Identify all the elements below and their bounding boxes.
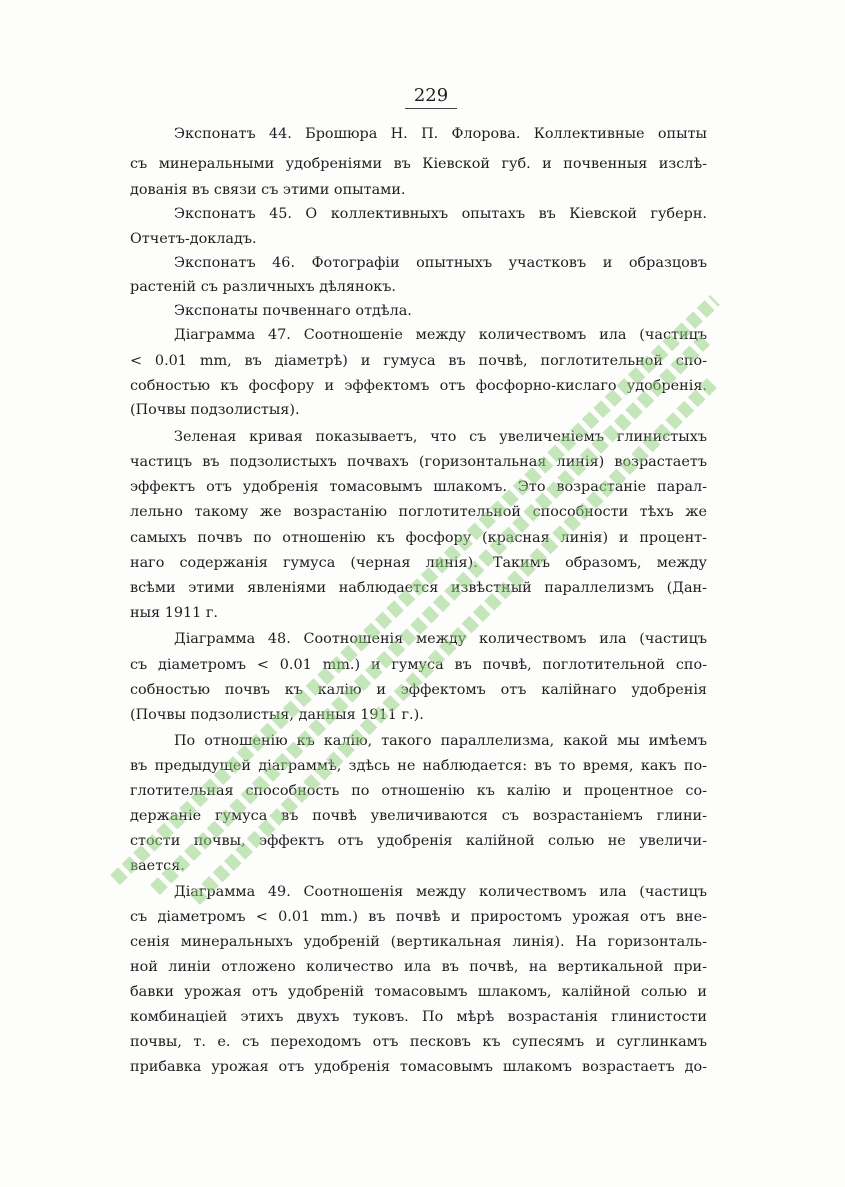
- text-line: въ предыдущей діаграммѣ, здѣсь не наблюдается: въ то время, какъ по-: [130, 758, 707, 774]
- text-line: частицъ въ подзолистыхъ почвахъ (горизонтальная линія) возрастаетъ: [130, 454, 707, 470]
- text-line: растеній съ различныхъ дѣлянокъ.: [130, 279, 396, 295]
- text-line: эффектъ отъ удобренія томасовымъ шлакомъ. Это возрастаніе парал-: [130, 479, 707, 495]
- text-line: Зеленая кривая показываетъ, что съ увеличеніемъ глинистыхъ: [174, 429, 707, 445]
- text-line: съ минеральными удобреніями въ Кіевской губ. и почвенныя изслѣ-: [130, 156, 707, 172]
- text-line: прибавка урожая отъ удобренія томасовымъ шлакомъ возрастаетъ до-: [130, 1059, 707, 1075]
- text-line: наго содержанія гумуса (черная линія). Такимъ образомъ, между: [130, 555, 707, 571]
- text-line: съ діаметромъ < 0.01 mm.) въ почвѣ и приростомъ урожая отъ вне-: [130, 909, 707, 925]
- text-line: почвы, т. е. съ переходомъ отъ песковъ къ супесямъ и суглинкамъ: [130, 1034, 707, 1050]
- text-line: сенія минеральныхъ удобреній (вертикальная линія). На горизонталь-: [130, 934, 707, 950]
- text-line: ной линіи отложено количество ила въ почвѣ, на вертикальной при-: [130, 959, 707, 975]
- text-line: Діаграмма 48. Соотношенія между количествомъ ила (частицъ: [174, 631, 707, 647]
- text-line: (Почвы подзолистыя, данныя 1911 г.).: [130, 707, 424, 723]
- text-line: По отношенію къ калію, такого параллелизма, какой мы имѣемъ: [174, 733, 707, 749]
- text-line: бавки урожая отъ удобреній томасовымъ шлакомъ, калійной солью и: [130, 984, 707, 1000]
- text-line: ныя 1911 г.: [130, 605, 219, 621]
- text-line: Діаграмма 47. Соотношеніе между количествомъ ила (частицъ: [174, 327, 707, 343]
- text-line: съ діаметромъ < 0.01 mm.) и гумуса въ почвѣ, поглотительной спо-: [130, 657, 707, 673]
- text-line: < 0.01 mm, въ діаметрѣ) и гумуса въ почвѣ, поглотительной спо-: [130, 353, 707, 369]
- text-line: держаніе гумуса въ почвѣ увеличиваются съ возрастаніемъ глини-: [130, 808, 707, 824]
- text-line: самыхъ почвъ по отношенію къ фосфору (красная линія) и процент-: [130, 530, 707, 546]
- text-line: вается.: [130, 858, 185, 874]
- text-line: Экспонатъ 46. Фотографіи опытныхъ участковъ и образцовъ: [174, 255, 707, 271]
- text-line: собностью почвъ къ калію и эффектомъ отъ калійнаго удобренія: [130, 682, 707, 698]
- text-line: всѣми этими явленіями наблюдается извѣстный параллелизмъ (Дан-: [130, 580, 707, 596]
- text-line: стости почвы, эффектъ отъ удобренія калійной солью не увеличи-: [130, 833, 707, 849]
- text-line: Экспонатъ 45. О коллективныхъ опытахъ въ Кіевской губерн.: [174, 206, 707, 222]
- page-number: 229: [405, 86, 457, 109]
- text-line: Экспонатъ 44. Брошюра Н. П. Флорова. Коллективные опыты: [174, 126, 707, 142]
- text-line: Діаграмма 49. Соотношенія между количествомъ ила (частицъ: [174, 884, 707, 900]
- text-line: (Почвы подзолистыя).: [130, 402, 300, 418]
- text-line: глотительная способность по отношенію къ калію и процентное со-: [130, 783, 707, 799]
- text-line: Экспонаты почвеннаго отдѣла.: [174, 303, 412, 319]
- text-line: Отчетъ-докладъ.: [130, 231, 257, 247]
- text-line: собностью къ фосфору и эффектомъ отъ фосфорно-кислаго удобренія.: [130, 378, 707, 394]
- text-line: лельно такому же возрастанію поглотительной способности тѣхъ же: [130, 504, 707, 520]
- text-line: дованія въ связи съ этими опытами.: [130, 182, 406, 198]
- text-line: комбинаціей этихъ двухъ туковъ. По мѣрѣ возрастанія глинистости: [130, 1009, 707, 1025]
